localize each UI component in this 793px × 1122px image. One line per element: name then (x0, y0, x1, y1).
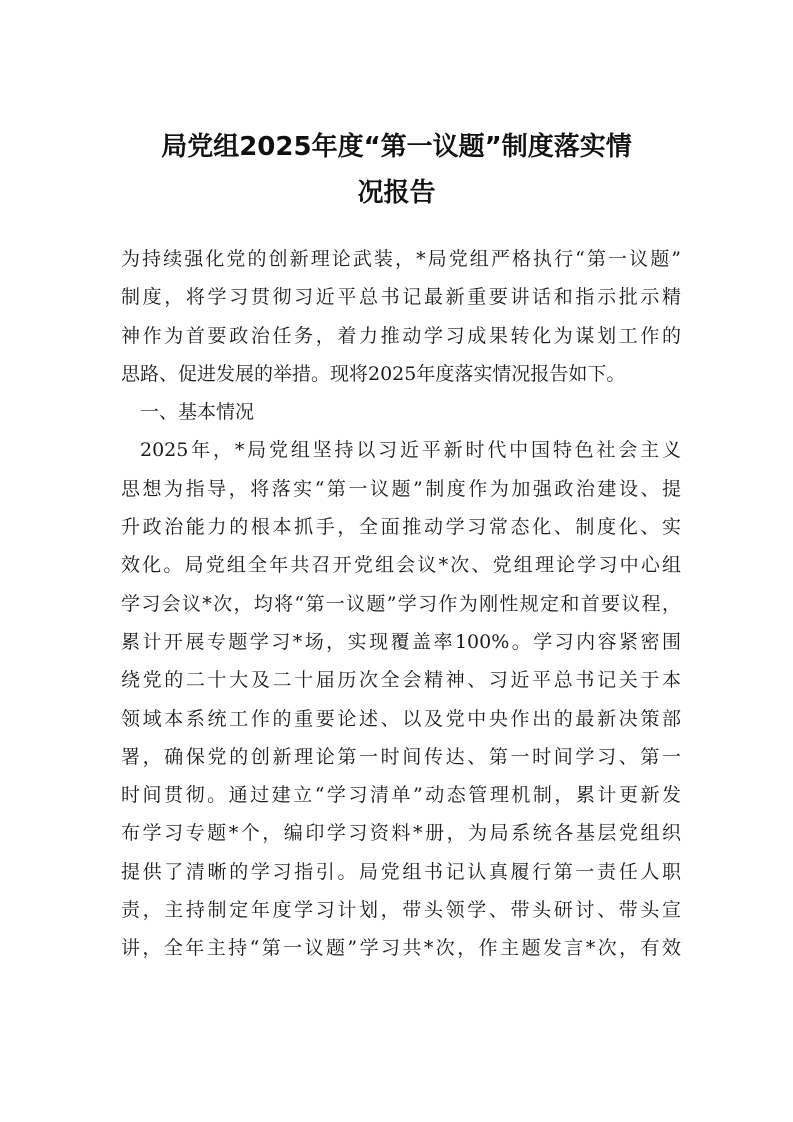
body-line: 署，确保党的创新理论第一时间传达、第一时间学习、第一 (121, 745, 681, 768)
document-body (121, 240, 681, 968)
section-heading: 一、基本情况 (140, 401, 255, 424)
body-line: 累计开展专题学习*场，实现覆盖率100%。学习内容紧密围 (121, 630, 681, 653)
body-line: 制度，将学习贯彻习近平总书记最新重要讲话和指示批示精 (121, 286, 681, 309)
body-line: 效化。局党组全年共召开党组会议*次、党组理论学习中心组 (121, 554, 681, 577)
body-line: 思想为指导，将落实“第一议题”制度作为加强政治建设、提 (121, 477, 681, 500)
body-line: 神作为首要政治任务，着力推动学习成果转化为谋划工作的 (121, 324, 681, 347)
body-line: 讲，全年主持“第一议题”学习共*次，作主题发言*次，有效 (121, 937, 681, 960)
document-title-line-2: 况报告 (357, 178, 436, 208)
body-line: 提供了清晰的学习指引。局党组书记认真履行第一责任人职 (121, 860, 681, 883)
body-line: 绕党的二十大及二十届历次全会精神、习近平总书记关于本 (121, 669, 681, 692)
body-line: 思路、促进发展的举措。现将2025年度落实情况报告如下。 (121, 362, 626, 385)
body-line: 学习会议*次，均将“第一议题”学习作为刚性规定和首要议程， (121, 592, 681, 615)
body-line: 领域本系统工作的重要论述、以及党中央作出的最新决策部 (121, 707, 681, 730)
body-line: 布学习专题*个，编印学习资料*册，为局系统各基层党组织 (121, 822, 681, 845)
body-line: 升政治能力的根本抓手，全面推动学习常态化、制度化、实 (121, 516, 681, 539)
body-line: 时间贯彻。通过建立“学习清单”动态管理机制，累计更新发 (121, 784, 681, 807)
document-title-line-1: 局党组2025年度“第一议题”制度落实情 (161, 132, 632, 162)
body-line: 为持续强化党的创新理论武装，*局党组严格执行“第一议题” (121, 248, 681, 270)
body-line: 责，主持制定年度学习计划，带头领学、带头研讨、带头宣 (121, 899, 681, 922)
body-line: 2025年，*局党组坚持以习近平新时代中国特色社会主义 (140, 439, 681, 462)
